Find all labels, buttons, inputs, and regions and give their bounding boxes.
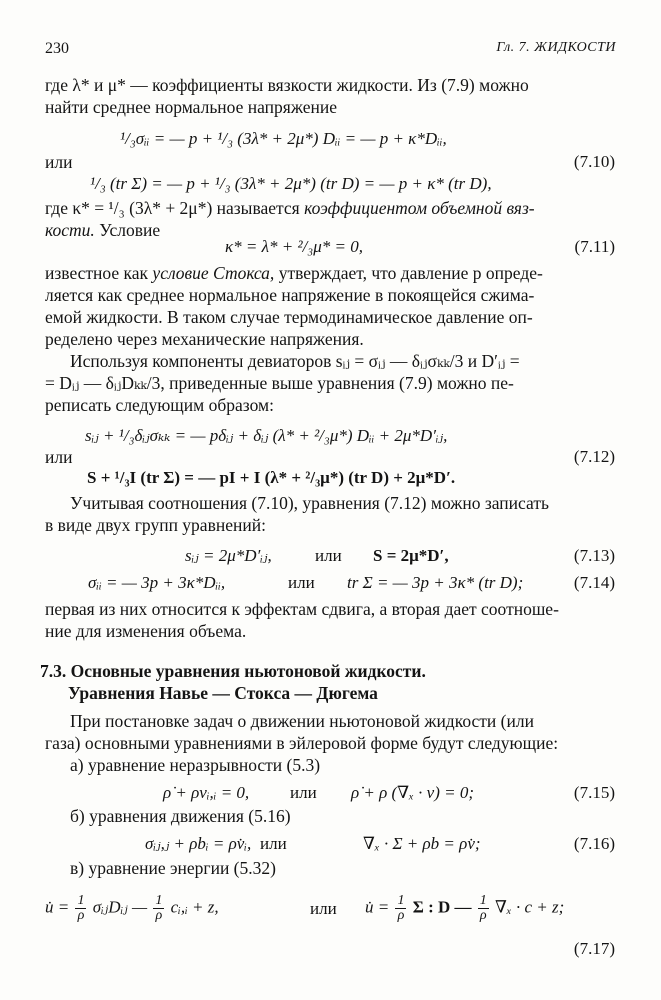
text-line: Учитывая соотношения (7.10), уравнения (7.12) можно записать xyxy=(70,493,549,513)
text-line: емой жидкости. В таком случае термодинамическое давление оп- xyxy=(45,307,533,327)
fraction: $\frac{1}{\rho}$ xyxy=(155,893,163,923)
chapter-title: Гл. 7. ЖИДКОСТИ xyxy=(496,40,616,55)
text-line: известное как условие Стокса, утверждает, что давление p опреде- xyxy=(45,263,543,283)
section-subtitle: Уравнения Навье — Стокса — Дюгема xyxy=(68,683,378,703)
list-item-a: а) уравнение неразрывности (5.3) xyxy=(70,755,321,775)
list-item-b: б) уравнения движения (5.16) xyxy=(70,806,291,826)
text-line: где λ* и μ* — коэффициенты вязкости жидкости. Из (7.9) можно xyxy=(45,75,529,95)
text-line: в виде двух групп уравнений: xyxy=(45,515,266,535)
text-line: реписать следующим образом: xyxy=(45,395,274,415)
fraction: $\frac{1}{\rho}$ xyxy=(77,893,85,923)
emphasis: условие Стокса, xyxy=(152,263,275,283)
text-line: При постановке задач о движении ньютоновой жидкости (или xyxy=(70,711,534,731)
text-line: где κ* = ¹/₃ (3λ* + 2μ*) называется коэффициентом объемной вяз- xyxy=(45,198,535,218)
fraction: $\frac{1}{\rho}$ xyxy=(479,893,487,923)
text-line: = Dᵢⱼ — δᵢⱼDₖₖ/3, приведенные выше уравнения (7.9) можно пе- xyxy=(45,373,514,393)
text-line: ние для изменения объема. xyxy=(45,621,247,641)
conjunction-ili: или xyxy=(45,152,73,172)
text-line: найти среднее нормальное напряжение xyxy=(45,97,337,117)
page-number: 230 xyxy=(45,40,69,57)
text-line: первая из них относится к эффектам сдвига, а вторая дает соотноше- xyxy=(45,599,559,619)
emphasis: кости. xyxy=(45,220,95,240)
list-item-c: в) уравнение энергии (5.32) xyxy=(70,858,276,878)
text-line: ляется как среднее нормальное напряжение в покоящейся сжима- xyxy=(45,285,535,305)
conjunction-ili: или xyxy=(45,447,73,467)
text-line: ределено через механические напряжения. xyxy=(45,329,364,349)
book-page: 230 Гл. 7. ЖИДКОСТИ где λ* и μ* — коэффициенты вязкости жидкости. Из (7.9) можно найти среднее нормальное напряжение ¹/₃σᵢᵢ = — p + ¹/₃ (3λ* + 2μ*) Dᵢᵢ = — p + κ*Dᵢᵢ, или (7.10) ¹/₃ (tr Σ) = — p + ¹/₃ (3λ* + 2μ*) (tr D) = — p + κ* (tr D), где κ* = ¹/₃ (3λ* + 2μ*) называется коэффициентом объемной вяз- кости. Условие κ* = λ* + ²/₃μ* = 0, (7.11) известное как условие Стокса, утверждает, что давление p опреде- ляется как среднее нормальное напряжение в покоящейся сжима- емой жидкости. В таком случае термодинамическое давление оп- ределено через механические напряжения. Используя компоненты девиаторов sᵢⱼ = σᵢⱼ — δᵢⱼσₖₖ/3 и D′ᵢⱼ = = Dᵢⱼ — δᵢⱼDₖₖ/3, приведенные выше уравнения (7.9) можно пе- реписать следующим образом: sᵢⱼ + ¹/₃δᵢⱼσₖₖ = — pδᵢⱼ + δᵢⱼ (λ* + ²/₃μ*) Dᵢᵢ + 2μ*D′ᵢⱼ, или (7.12) S + ¹/₃I (tr Σ) = — pI + I (λ* + ²/₃μ*) (tr D) + 2μ*D′. Учитывая соотношения (7.10), уравнения (7.12) можно записать в виде двух групп уравнений: sᵢⱼ = 2μ*D′ᵢⱼ, или S = 2μ*D′, (7.13) σᵢᵢ = — 3p + 3κ*Dᵢᵢ, или tr Σ = — 3p + 3κ* (tr D); (7.14) первая из них относится к эффектам сдвига, а вторая дает соотноше- ние для изменения объема. 7.3. Основные уравнения ньютоновой жидкости. Уравнения Навье — Стокса — Дюгема При постановке задач о движении ньютоновой жидкости (или газа) основными уравнениями в эйлеровой форме будут следующие: а) уравнение неразрывности (5.3) ρ̇ + ρvᵢ,ᵢ = 0, или ρ̇ + ρ (∇ₓ · v) = 0; (7.15) б) уравнения движения (5.16) σᵢⱼ,ⱼ + ρbᵢ = ρv̇ᵢ, или ∇ₓ · Σ + ρb = ρv̇; (7.16) в) уравнение энергии (5.32) u̇ = $\frac{1}{\rho}$ σᵢⱼDᵢⱼ — $\frac{1}{\rho}$ cᵢ,ᵢ + z, или u̇ = $\frac{1}{\rho}$ Σ : D — $\frac{1}{\rho}$ ∇ₓ · c + z; (7.17) xyxy=(40,40,616,958)
fraction: $\frac{1}{\rho}$ xyxy=(397,893,405,923)
emphasis: коэффициентом объемной вяз- xyxy=(304,198,535,218)
section-title: 7.3. Основные уравнения ньютоновой жидкости. xyxy=(40,661,426,681)
text-line: газа) основными уравнениями в эйлеровой форме будут следующие: xyxy=(45,733,559,753)
text-line: кости. Условие xyxy=(45,220,161,240)
text-line: Используя компоненты девиаторов sᵢⱼ = σᵢⱼ — δᵢⱼσₖₖ/3 и D′ᵢⱼ = xyxy=(70,351,520,371)
